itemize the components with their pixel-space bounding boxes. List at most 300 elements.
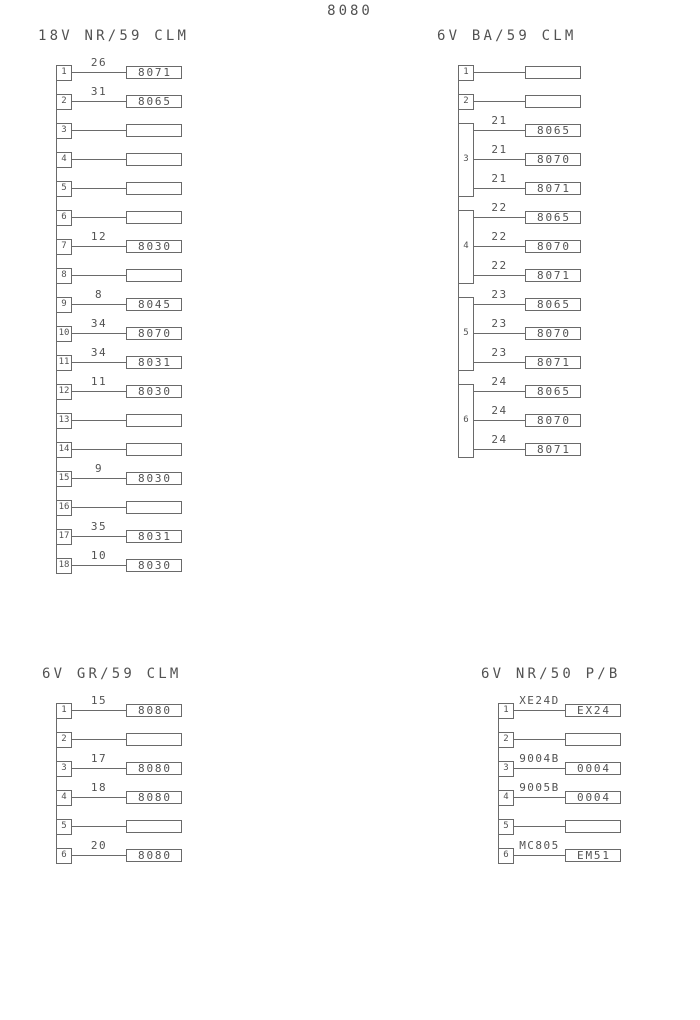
wire-row: [56, 493, 182, 522]
pin-box: [458, 384, 474, 458]
pin-box: [56, 152, 72, 168]
pin-group: [458, 116, 581, 203]
pin-group: [56, 203, 182, 232]
pin-group: [56, 377, 182, 406]
destination-label: 8070: [138, 327, 172, 340]
destination-box: [525, 298, 581, 311]
wire-row: [56, 319, 182, 348]
wire-row: [498, 725, 621, 754]
pin-group: [56, 493, 182, 522]
destination-box: [565, 791, 621, 804]
wire-row: [56, 696, 182, 725]
pin-group: [458, 290, 581, 377]
wire-line: [72, 304, 126, 305]
destination-box: [525, 66, 581, 79]
wire-line: [514, 710, 565, 711]
pin-group: [56, 348, 182, 377]
destination-label: 0004: [577, 762, 611, 775]
pin-group: [56, 812, 182, 841]
destination-box: [126, 704, 182, 717]
wire-row: [498, 783, 621, 812]
destination-box: [525, 182, 581, 195]
pin-box: [458, 210, 474, 284]
pin-number: 2: [61, 734, 67, 744]
wire-line: [72, 362, 126, 363]
pin-box: [56, 65, 72, 81]
wire-number: 21: [491, 143, 508, 156]
destination-box: [126, 443, 182, 456]
wire-row: [56, 812, 182, 841]
connector-title: 6V BA/59 CLM: [437, 28, 577, 44]
pin-group: [56, 58, 182, 87]
wire-line: [474, 333, 525, 334]
pin-number: 3: [61, 125, 67, 135]
wire-row: [458, 435, 581, 464]
pin-group: [498, 725, 621, 754]
wire-number: 24: [491, 433, 508, 446]
destination-box: [126, 124, 182, 137]
pin-number: 3: [61, 763, 67, 773]
destination-label: 8071: [537, 269, 571, 282]
pin-number: 4: [61, 154, 67, 164]
pin-number: 4: [463, 241, 469, 251]
destination-box: [126, 733, 182, 746]
wire-row: [56, 290, 182, 319]
wire-row: [498, 812, 621, 841]
pin-number: 17: [58, 531, 70, 541]
wire-line: [514, 826, 565, 827]
pin-group: [56, 783, 182, 812]
wire-line: [474, 101, 525, 102]
pin-group: [56, 406, 182, 435]
destination-label: 8080: [138, 791, 172, 804]
pin-group: [56, 174, 182, 203]
destination-box: [525, 95, 581, 108]
wire-row: [458, 87, 581, 116]
wire-line: [514, 768, 565, 769]
destination-label: 8065: [138, 95, 172, 108]
pin-box: [56, 442, 72, 458]
destination-label: EM51: [577, 849, 611, 862]
pin-box: [498, 790, 514, 806]
destination-label: 8070: [537, 327, 571, 340]
connector-title: 6V NR/50 P/B: [481, 666, 621, 682]
wire-row: [56, 522, 182, 551]
wire-row: [458, 145, 581, 174]
wire-line: [72, 130, 126, 131]
destination-label: 8070: [537, 153, 571, 166]
pin-group: [498, 754, 621, 783]
connector-6v-gr59-clm: [42, 667, 182, 870]
wire-row: [458, 232, 581, 261]
wire-number: 24: [491, 404, 508, 417]
pin-group: [56, 319, 182, 348]
wire-number: 21: [491, 172, 508, 185]
wire-number: 34: [90, 317, 108, 330]
connector-body: [458, 58, 581, 464]
pin-box: [56, 848, 72, 864]
pin-number: 2: [503, 734, 509, 744]
pin-number: 2: [463, 96, 469, 106]
wire-row: [458, 377, 581, 406]
wire-line: [514, 797, 565, 798]
pin-box: [56, 326, 72, 342]
wire-line: [72, 246, 126, 247]
pin-group: [56, 435, 182, 464]
destination-label: 8065: [537, 211, 571, 224]
pin-group: [56, 145, 182, 174]
wire-number: 22: [491, 201, 508, 214]
wire-line: [72, 797, 126, 798]
wire-row: [498, 696, 621, 725]
wire-number: 12: [90, 230, 108, 243]
pin-box: [56, 819, 72, 835]
destination-box: [525, 327, 581, 340]
wire-line: [72, 739, 126, 740]
pin-box: [458, 94, 474, 110]
connector-title: 6V GR/59 CLM: [42, 666, 182, 682]
destination-label: 0004: [577, 791, 611, 804]
wire-line: [72, 507, 126, 508]
pin-number: 5: [61, 821, 67, 831]
destination-label: 8030: [138, 472, 172, 485]
destination-label: 8030: [138, 240, 172, 253]
wire-number: 9005B: [519, 781, 560, 794]
wire-line: [474, 130, 525, 131]
pin-box: [56, 471, 72, 487]
connector-body: [498, 696, 621, 870]
pin-box: [56, 268, 72, 284]
wire-number: 21: [491, 114, 508, 127]
wire-number: 9004B: [519, 752, 560, 765]
wire-row: [56, 261, 182, 290]
pin-group: [56, 725, 182, 754]
destination-box: [525, 240, 581, 253]
wire-row: [458, 261, 581, 290]
wire-row: [458, 319, 581, 348]
wire-number: 22: [491, 259, 508, 272]
wire-row: [56, 87, 182, 116]
destination-box: [525, 443, 581, 456]
wire-line: [72, 391, 126, 392]
wire-line: [72, 710, 126, 711]
wire-row: [458, 406, 581, 435]
pin-box: [56, 761, 72, 777]
pin-number: 16: [58, 502, 70, 512]
wire-row: [498, 754, 621, 783]
wire-number: 26: [90, 56, 108, 69]
pin-box: [498, 819, 514, 835]
destination-box: [126, 414, 182, 427]
destination-box: [126, 66, 182, 79]
destination-box: [565, 849, 621, 862]
pin-number: 5: [61, 183, 67, 193]
wire-row: [458, 348, 581, 377]
wire-number: 11: [90, 375, 108, 388]
wire-row: [458, 203, 581, 232]
destination-label: 8070: [537, 414, 571, 427]
wire-line: [474, 275, 525, 276]
pin-number: 12: [58, 386, 70, 396]
destination-box: [126, 385, 182, 398]
wire-number: 22: [491, 230, 508, 243]
wire-line: [72, 768, 126, 769]
wire-line: [474, 391, 525, 392]
wire-line: [72, 449, 126, 450]
pin-box: [498, 848, 514, 864]
wire-line: [72, 420, 126, 421]
wire-line: [474, 420, 525, 421]
wire-number: 23: [491, 288, 508, 301]
pin-group: [56, 841, 182, 870]
destination-label: 8030: [138, 559, 172, 572]
destination-box: [525, 153, 581, 166]
pin-number: 4: [503, 792, 509, 802]
wire-line: [72, 826, 126, 827]
pin-group: [498, 783, 621, 812]
pin-box: [56, 297, 72, 313]
wire-row: [56, 435, 182, 464]
wire-row: [56, 406, 182, 435]
destination-label: EX24: [577, 704, 611, 717]
wire-row: [56, 203, 182, 232]
wire-line: [474, 304, 525, 305]
wire-row: [56, 174, 182, 203]
destination-label: 8071: [138, 66, 172, 79]
wire-row: [458, 116, 581, 145]
wire-row: [458, 290, 581, 319]
wire-line: [474, 362, 525, 363]
pin-group: [56, 116, 182, 145]
destination-label: 8065: [537, 298, 571, 311]
pin-number: 4: [61, 792, 67, 802]
wire-number: 34: [90, 346, 108, 359]
pin-box: [56, 384, 72, 400]
wire-line: [72, 275, 126, 276]
wire-number: 9: [94, 462, 104, 475]
pin-box: [56, 529, 72, 545]
wire-number: 23: [491, 346, 508, 359]
destination-label: 8071: [537, 443, 571, 456]
destination-box: [126, 820, 182, 833]
destination-label: 8070: [537, 240, 571, 253]
pin-box: [56, 123, 72, 139]
destination-box: [126, 211, 182, 224]
wire-row: [458, 58, 581, 87]
pin-group: [458, 377, 581, 464]
destination-box: [126, 501, 182, 514]
destination-label: 8080: [138, 704, 172, 717]
pin-number: 15: [58, 473, 70, 483]
destination-box: [126, 356, 182, 369]
destination-box: [126, 298, 182, 311]
wire-number: XE24D: [519, 694, 560, 707]
pin-number: 1: [463, 67, 469, 77]
pin-number: 1: [503, 705, 509, 715]
pin-number: 8: [61, 270, 67, 280]
wire-row: [56, 58, 182, 87]
wire-line: [72, 536, 126, 537]
pin-number: 7: [61, 241, 67, 251]
pin-box: [56, 210, 72, 226]
pin-group: [458, 203, 581, 290]
destination-box: [525, 269, 581, 282]
wire-line: [474, 188, 525, 189]
wire-row: [56, 232, 182, 261]
destination-label: 8071: [537, 182, 571, 195]
pin-group: [458, 87, 581, 116]
wire-row: [56, 551, 182, 580]
wire-line: [474, 72, 525, 73]
connector-body: [56, 696, 182, 870]
pin-number: 6: [61, 850, 67, 860]
destination-label: 8030: [138, 385, 172, 398]
destination-box: [525, 414, 581, 427]
pin-box: [56, 355, 72, 371]
pin-box: [56, 239, 72, 255]
wire-line: [72, 855, 126, 856]
wire-number: 18: [90, 781, 108, 794]
wire-row: [56, 783, 182, 812]
wire-line: [474, 449, 525, 450]
wire-line: [72, 333, 126, 334]
wire-number: 35: [90, 520, 108, 533]
destination-box: [126, 182, 182, 195]
pin-number: 18: [58, 560, 70, 570]
pin-number: 13: [58, 415, 70, 425]
pin-number: 6: [503, 850, 509, 860]
pin-number: 10: [58, 328, 70, 338]
connector-6v-ba59-clm: [437, 29, 581, 464]
pin-group: [56, 87, 182, 116]
pin-number: 11: [58, 357, 70, 367]
wire-row: [56, 464, 182, 493]
destination-box: [126, 240, 182, 253]
wire-line: [72, 101, 126, 102]
destination-box: [525, 385, 581, 398]
pin-group: [56, 464, 182, 493]
pin-number: 3: [503, 763, 509, 773]
destination-box: [126, 153, 182, 166]
pin-group: [56, 551, 182, 580]
destination-box: [126, 530, 182, 543]
pin-number: 14: [58, 444, 70, 454]
destination-box: [565, 733, 621, 746]
wire-line: [474, 159, 525, 160]
pin-box: [498, 703, 514, 719]
wire-line: [474, 246, 525, 247]
wire-number: 23: [491, 317, 508, 330]
wire-line: [474, 217, 525, 218]
wire-row: [458, 174, 581, 203]
wire-number: 15: [90, 694, 108, 707]
wire-line: [72, 478, 126, 479]
destination-label: 8071: [537, 356, 571, 369]
destination-label: 8045: [138, 298, 172, 311]
pin-group: [56, 696, 182, 725]
pin-number: 5: [503, 821, 509, 831]
wire-line: [72, 72, 126, 73]
pin-group: [498, 696, 621, 725]
connector-6v-nr50-pb: [481, 667, 621, 870]
connector-18v-nr59-clm: [38, 29, 189, 580]
destination-box: [565, 820, 621, 833]
wire-line: [514, 855, 565, 856]
destination-box: [525, 211, 581, 224]
pin-box: [56, 732, 72, 748]
wire-number: 17: [90, 752, 108, 765]
wire-line: [72, 217, 126, 218]
pin-number: 6: [463, 415, 469, 425]
wire-number: 8: [94, 288, 104, 301]
pin-number: 1: [61, 705, 67, 715]
connector-body: [56, 58, 182, 580]
wire-number: 24: [491, 375, 508, 388]
destination-box: [565, 762, 621, 775]
pin-box: [498, 732, 514, 748]
wire-row: [56, 841, 182, 870]
pin-box: [56, 558, 72, 574]
pin-group: [56, 290, 182, 319]
wire-number: 20: [90, 839, 108, 852]
pin-group: [56, 754, 182, 783]
wire-number: MC805: [519, 839, 560, 852]
wire-row: [498, 841, 621, 870]
wire-line: [72, 565, 126, 566]
destination-label: 8080: [138, 762, 172, 775]
wire-row: [56, 377, 182, 406]
pin-number: 6: [61, 212, 67, 222]
destination-label: 8080: [138, 849, 172, 862]
pin-number: 3: [463, 154, 469, 164]
destination-box: [126, 849, 182, 862]
destination-box: [126, 472, 182, 485]
pin-group: [458, 58, 581, 87]
wire-number: 10: [90, 549, 108, 562]
pin-box: [56, 181, 72, 197]
pin-group: [498, 812, 621, 841]
pin-group: [56, 261, 182, 290]
pin-number: 9: [61, 299, 67, 309]
pin-group: [56, 522, 182, 551]
wire-line: [72, 188, 126, 189]
destination-box: [525, 356, 581, 369]
pin-box: [56, 790, 72, 806]
destination-box: [126, 95, 182, 108]
wire-line: [72, 159, 126, 160]
connector-title: 18V NR/59 CLM: [38, 28, 190, 44]
destination-box: [126, 269, 182, 282]
pin-box: [56, 94, 72, 110]
wire-row: [56, 725, 182, 754]
destination-label: 8065: [537, 124, 571, 137]
wire-row: [56, 116, 182, 145]
destination-box: [565, 704, 621, 717]
pin-group: [498, 841, 621, 870]
destination-box: [126, 762, 182, 775]
pin-box: [458, 123, 474, 197]
pin-group: [56, 232, 182, 261]
pin-number: 5: [463, 328, 469, 338]
destination-box: [126, 559, 182, 572]
wire-row: [56, 145, 182, 174]
page-title: 8080: [327, 3, 373, 19]
pin-box: [56, 703, 72, 719]
destination-label: 8031: [138, 530, 172, 543]
destination-label: 8065: [537, 385, 571, 398]
destination-box: [126, 791, 182, 804]
pin-box: [498, 761, 514, 777]
